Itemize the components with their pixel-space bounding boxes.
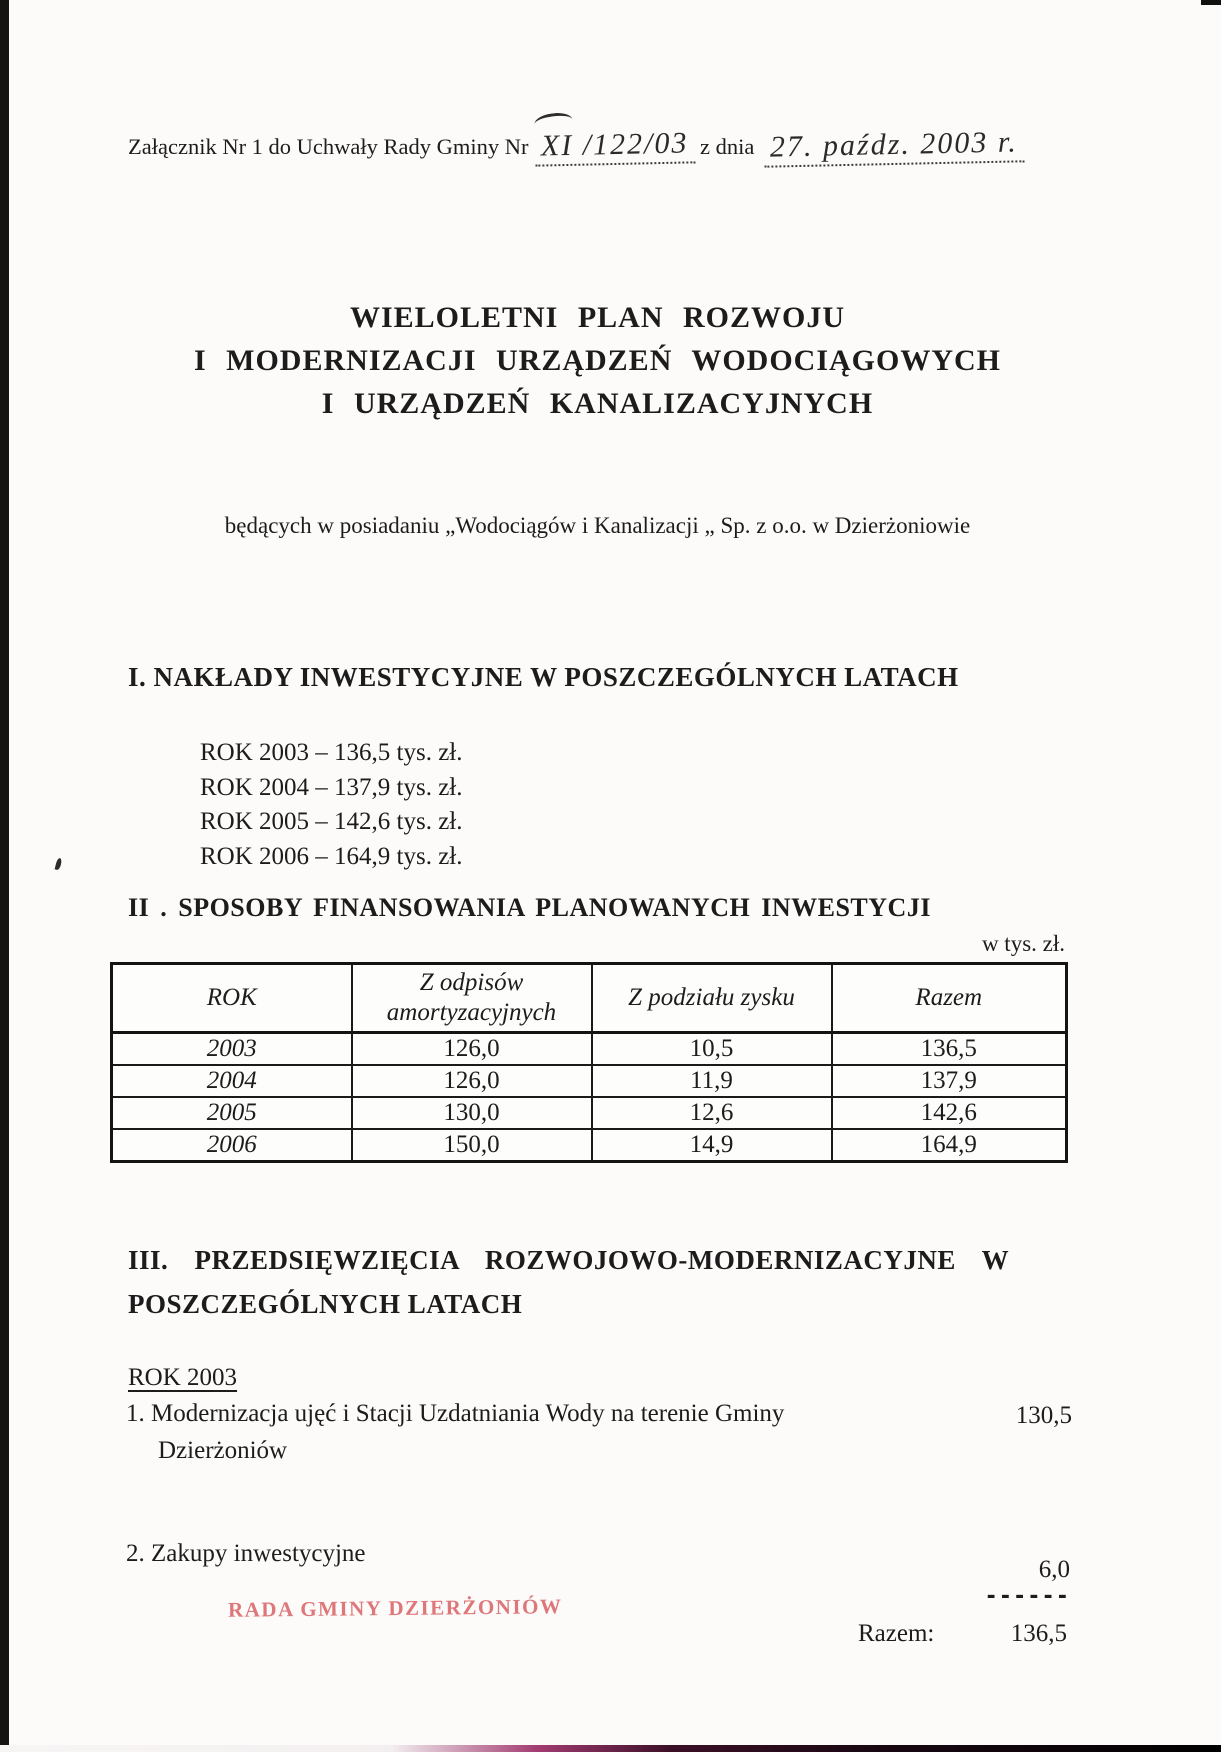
project-item-2: 2. Zakupy inwestycyjne <box>126 1540 366 1567</box>
cell-year: 2003 <box>112 1033 352 1066</box>
table-row-2003 <box>112 1033 1067 1066</box>
cell-razem: 142,6 <box>832 1097 1067 1129</box>
total-separator-dashes: ------ <box>984 1584 1070 1609</box>
cell-zysk: 14,9 <box>592 1129 832 1162</box>
project-item-1-line1: 1. Modernizacja ujęć i Stacji Uzdatniania Wody na terenie Gminy <box>126 1400 785 1427</box>
total-value: 136,5 <box>1010 1620 1067 1647</box>
table-row-2005 <box>112 1097 1067 1129</box>
section3-heading-line1: III. PRZEDSIĘWZIĘCIA ROZWOJOWO-MODERNIZACYJNE W <box>128 1245 1010 1275</box>
cell-razem: 136,5 <box>832 1033 1067 1066</box>
resolution-number-text: XI /122/03 <box>540 126 689 163</box>
section3-heading <box>128 1238 1068 1326</box>
cell-zysk: 12,6 <box>592 1097 832 1129</box>
yearly-outlays-list <box>200 736 463 874</box>
cell-year: 2006 <box>112 1129 352 1162</box>
table-row-2006 <box>112 1129 1067 1162</box>
outlay-year-2005: ROK 2005 – 142,6 tys. zł. <box>200 808 463 835</box>
total-label: Razem: <box>858 1620 935 1647</box>
cell-razem: 137,9 <box>832 1065 1067 1097</box>
attachment-reference-middle: z dnia <box>700 134 755 159</box>
cell-zysk: 11,9 <box>592 1065 832 1097</box>
document-subtitle: będących w posiadaniu „Wodociągów i Kanalizacji „ Sp. z o.o. w Dzierżoniowie <box>224 513 971 538</box>
project-item-1-line2: Dzierżoniów <box>158 1437 288 1464</box>
cell-odpisy: 126,0 <box>352 1065 592 1097</box>
column-header-zysk: Z podziału zysku <box>592 964 832 1033</box>
resolution-date-handwritten <box>764 125 1024 167</box>
cell-odpisy: 130,0 <box>352 1097 592 1129</box>
outlay-year-2004: ROK 2004 – 137,9 tys. zł. <box>200 773 463 801</box>
cell-odpisy: 126,0 <box>352 1033 592 1066</box>
ink-speck <box>55 858 63 871</box>
council-stamp: RADA GMINY DZIERŻONIÓW <box>227 1594 563 1622</box>
attachment-reference-prefix: Załącznik Nr 1 do Uchwały Rady Gminy Nr <box>128 134 529 159</box>
project-item-2-value: 6,0 <box>1038 1556 1070 1583</box>
scan-top-right-mark <box>1201 0 1221 5</box>
outlay-year-2006: ROK 2006 – 164,9 tys. zł. <box>200 842 463 870</box>
scan-left-edge <box>0 0 9 1752</box>
section3-year-heading: ROK 2003 <box>128 1364 238 1391</box>
table-row-2004 <box>112 1065 1067 1097</box>
scan-bottom-edge <box>0 1745 1221 1752</box>
column-header-razem: Razem <box>832 964 1067 1033</box>
table-unit-note: w tys. zł. <box>981 931 1065 956</box>
document-title-line2: I MODERNIZACJI URZĄDZEŃ WODOCIĄGOWYCH <box>193 344 1001 377</box>
attachment-reference-line <box>128 125 1024 165</box>
outlay-year-2003: ROK 2003 – 136,5 tys. zł. <box>200 739 463 766</box>
cell-year: 2005 <box>112 1097 352 1129</box>
financing-table <box>110 962 1068 1163</box>
column-header-odpisy: Z odpisów amortyzacyjnych <box>352 964 592 1033</box>
cell-razem: 164,9 <box>832 1129 1067 1162</box>
cell-zysk: 10,5 <box>592 1033 832 1066</box>
resolution-number-handwritten <box>534 126 694 166</box>
section2-heading: II . SPOSOBY FINANSOWANIA PLANOWANYCH INWESTYCJI <box>128 893 931 922</box>
financing-table-header-row <box>112 964 1067 1033</box>
section1-heading: I. NAKŁADY INWESTYCYJNE W POSZCZEGÓLNYCH LATACH <box>128 662 959 692</box>
document-title-line1: WIELOLETNI PLAN ROZWOJU <box>349 301 846 334</box>
project-item-1-value: 130,5 <box>1015 1402 1072 1429</box>
column-header-rok: ROK <box>112 964 352 1033</box>
cell-year: 2004 <box>112 1065 352 1097</box>
section3-heading-line2: POSZCZEGÓLNYCH LATACH <box>128 1289 523 1319</box>
cell-odpisy: 150,0 <box>352 1129 592 1162</box>
document-title-line3: I URZĄDZEŃ KANALIZACYJNYCH <box>321 387 874 420</box>
resolution-date-text: 27. paźdz. 2003 r. <box>770 125 1019 164</box>
document-title <box>130 296 1065 425</box>
